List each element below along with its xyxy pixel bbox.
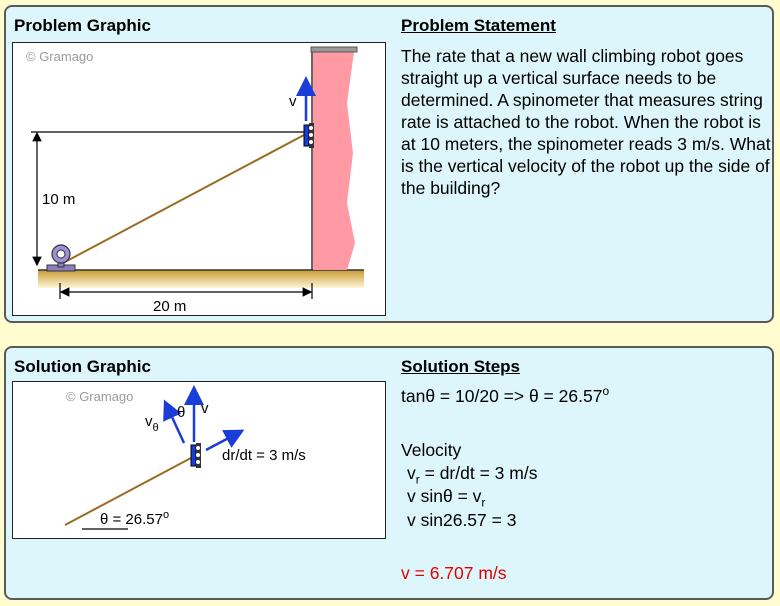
width-label: 20 m bbox=[153, 298, 187, 314]
watermark: © Gramago bbox=[66, 389, 134, 404]
solution-graphic bbox=[12, 381, 386, 539]
step-velocity: Velocity bbox=[401, 440, 462, 460]
ground bbox=[38, 270, 364, 288]
angle-label: $\theta = 26.57^o$ bbox=[100, 509, 170, 528]
solution-graphic-title: Solution Graphic bbox=[14, 357, 151, 376]
theta-label: θ bbox=[177, 404, 186, 421]
watermark: © Gramago bbox=[26, 49, 94, 64]
problem-statement-text: The rate that a new wall climbing robot goes straight up a vertical surface needs to be determined. A spinometer that measures string rate is attached to the robot. When the robot is at 10 meters, the spinometer reads 3 m/s. What is the vertical velocity of the robot up the side of the building? bbox=[401, 46, 771, 198]
velocity-theta-label: $v_\theta$ bbox=[145, 413, 159, 434]
robot-icon bbox=[304, 123, 314, 148]
velocity-label: v bbox=[201, 400, 209, 417]
string-line bbox=[63, 135, 304, 263]
problem-statement-title: Problem Statement bbox=[401, 16, 556, 35]
answer: v = 6.707 m/s bbox=[401, 563, 507, 583]
problem-graphic bbox=[12, 42, 386, 316]
robot-icon bbox=[191, 443, 201, 468]
problem-graphic-title: Problem Graphic bbox=[14, 16, 151, 35]
step-vr: $v_r = dr/dt = 3$ m/s bbox=[407, 463, 538, 487]
drdt-label: dr/dt = 3 m/s bbox=[222, 447, 306, 464]
step-vsin: v $\sin\theta = v_r$ bbox=[407, 486, 486, 510]
solution-steps-title: Solution Steps bbox=[401, 357, 520, 376]
step-vsin-value: v sin26.57 = 3 bbox=[407, 510, 517, 530]
height-label: 10 m bbox=[42, 191, 76, 208]
velocity-label: v bbox=[289, 93, 297, 110]
step-tan: $\tan\theta = 10/20 => \theta = 26.57^o$ bbox=[401, 384, 610, 406]
building-wall bbox=[313, 52, 355, 270]
